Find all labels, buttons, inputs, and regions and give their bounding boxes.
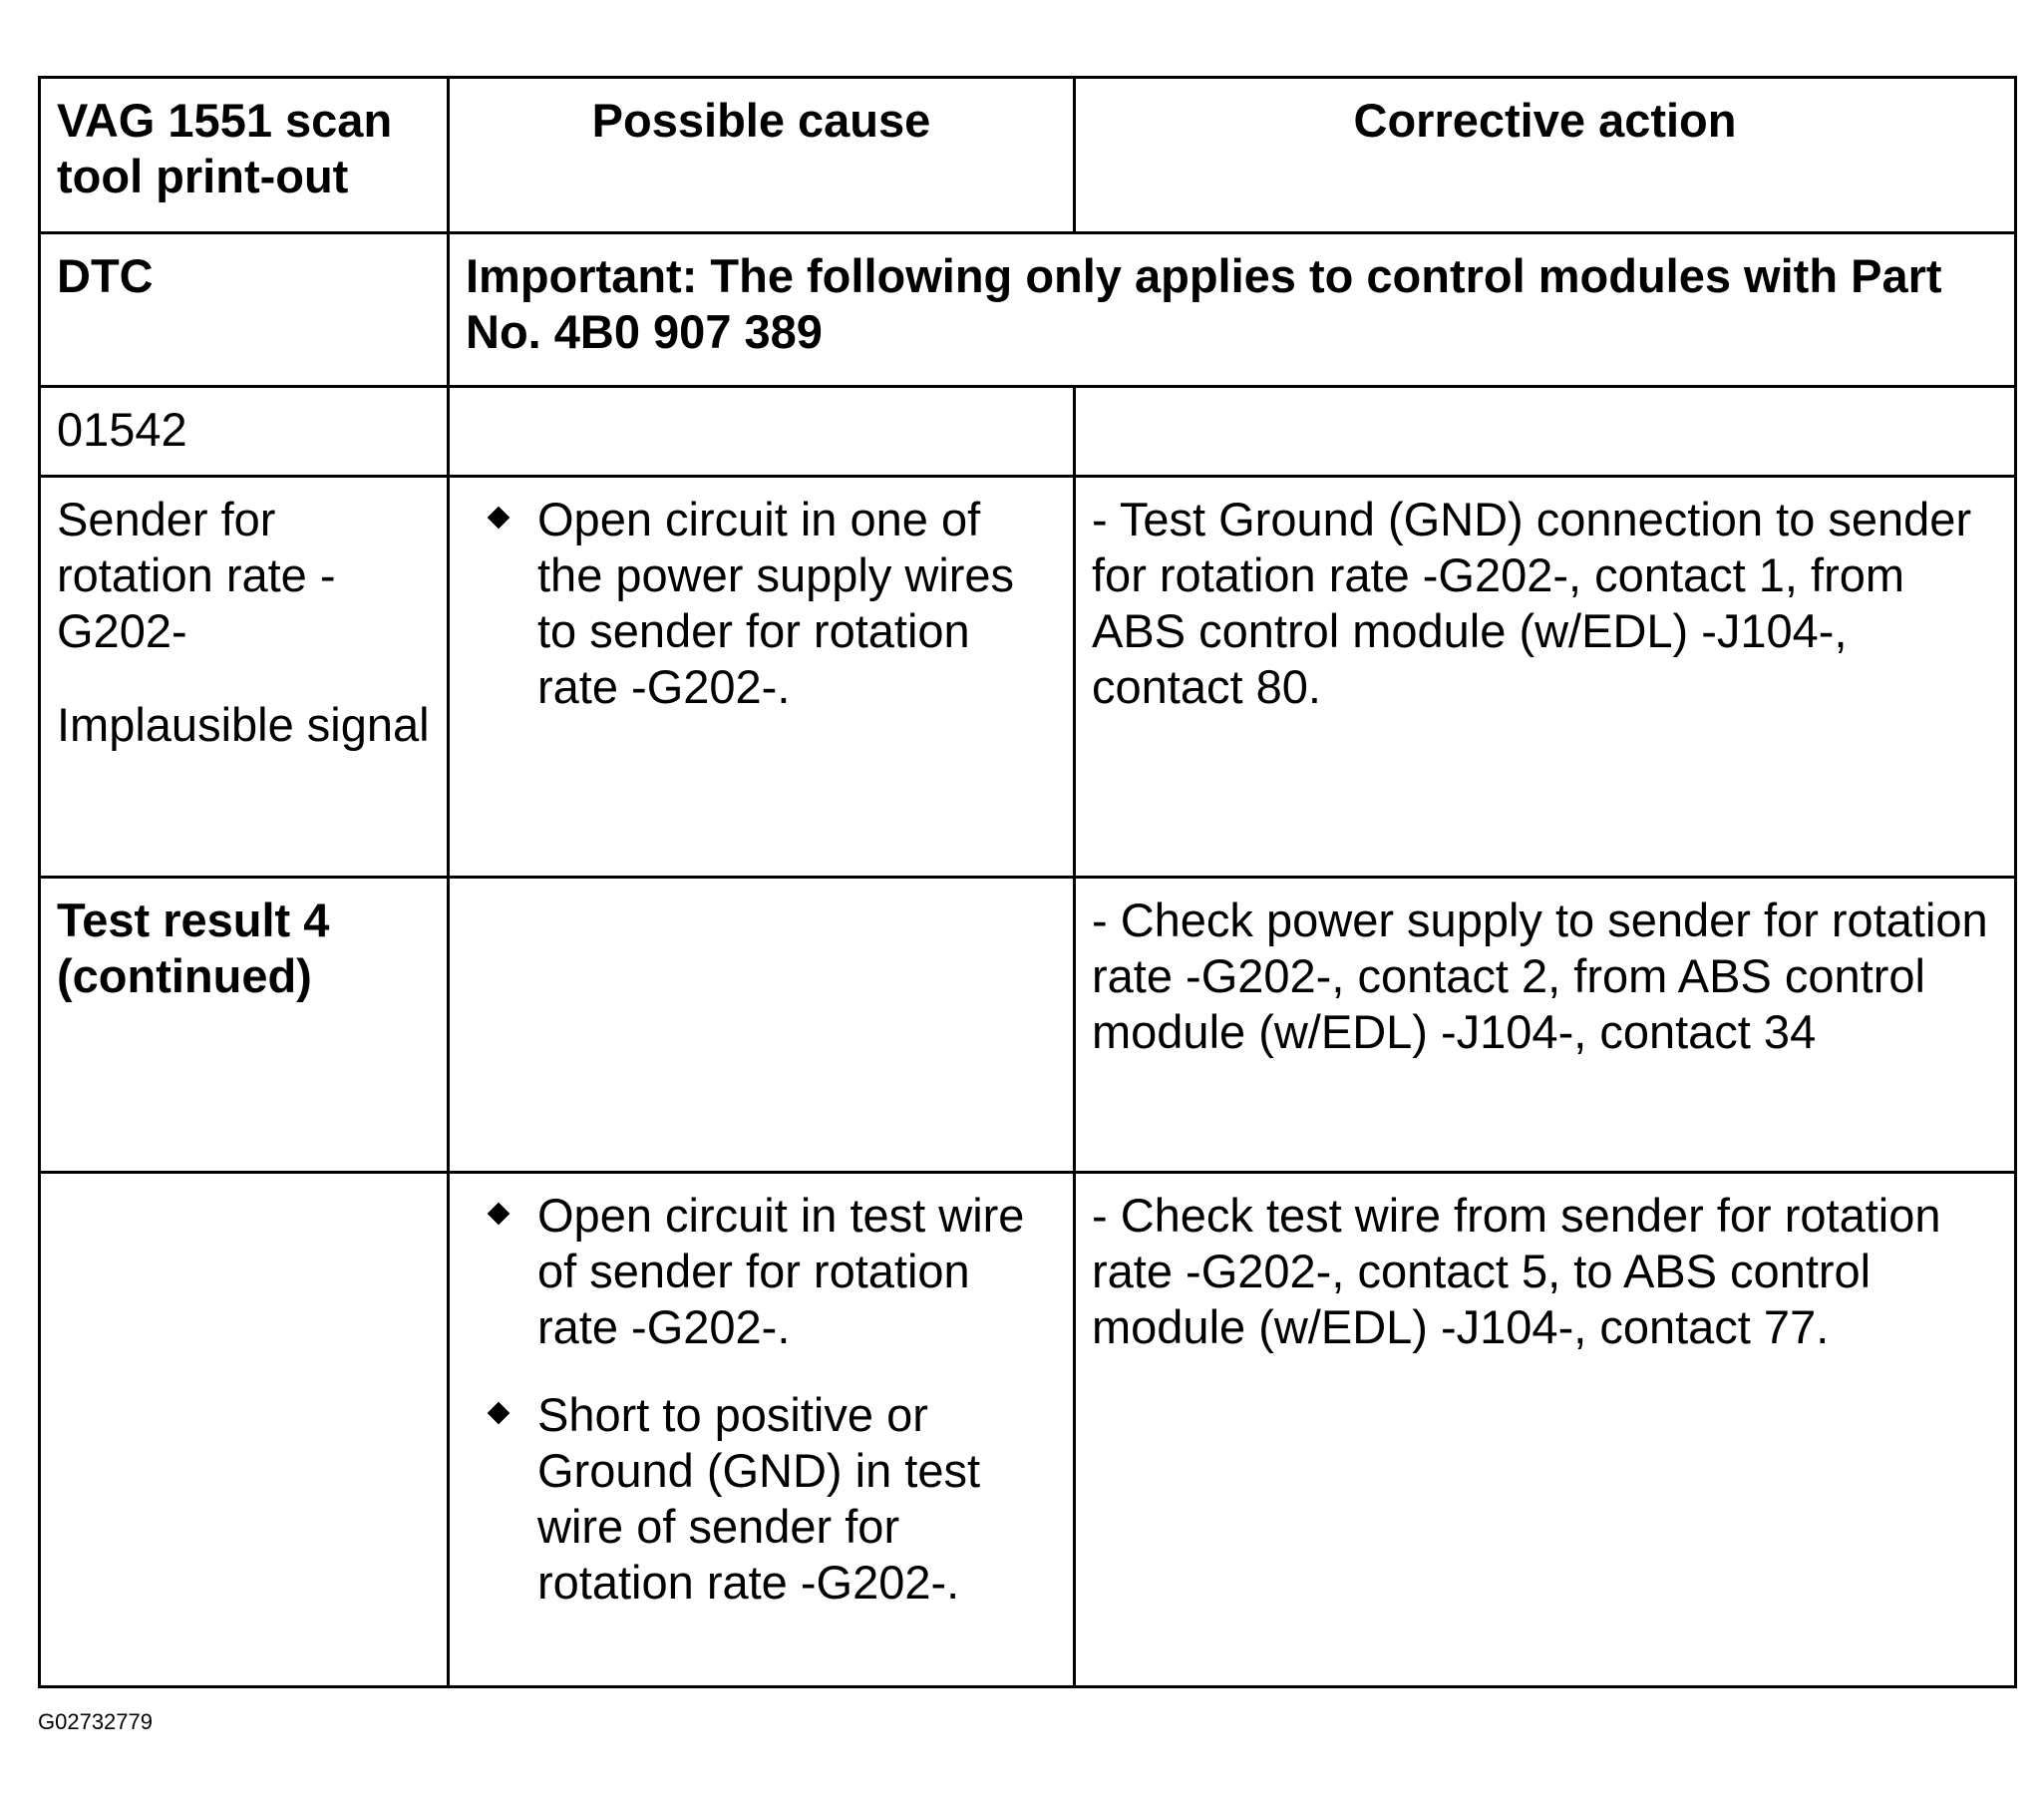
diamond-bullet-icon bbox=[488, 1399, 510, 1429]
corrective-action-text: - Check test wire from sender for rotation rate -G202-, contact 5, to ABS control module (w/EDL) -J104-, contact 77. bbox=[1075, 1173, 2016, 1687]
empty-cell bbox=[449, 878, 1075, 1173]
cause-cell bbox=[449, 1173, 1075, 1687]
corrective-action-text: - Check power supply to sender for rotation rate -G202-, contact 2, from ABS control module (w/EDL) -J104-, contact 34 bbox=[1075, 878, 2016, 1173]
list-item bbox=[466, 1387, 1057, 1611]
table-row-test-result bbox=[40, 878, 2016, 1173]
table-row-sender bbox=[40, 477, 2016, 878]
sender-description-cell bbox=[40, 477, 449, 878]
table-row-dtc bbox=[40, 233, 2016, 387]
cause-text: Open circuit in one of the power supply wires to sender for rotation rate -G202-. bbox=[537, 493, 1015, 713]
header-corrective-action: Corrective action bbox=[1075, 78, 2016, 233]
corrective-action-text: - Test Ground (GND) connection to sender for rotation rate -G202-, contact 1, from ABS control module (w/EDL) -J104-, contact 80. bbox=[1075, 477, 2016, 878]
cause-cell bbox=[449, 477, 1075, 878]
table-row-code bbox=[40, 387, 2016, 477]
cause-text: Short to positive or Ground (GND) in test wire of sender for rotation rate -G202-. bbox=[537, 1388, 981, 1609]
fault-type: Implausible signal bbox=[57, 698, 430, 751]
empty-cell bbox=[449, 387, 1075, 477]
table-row-test-wire bbox=[40, 1173, 2016, 1687]
header-possible-cause: Possible cause bbox=[449, 78, 1075, 233]
sender-description: Sender for rotation rate -G202- bbox=[57, 493, 336, 657]
test-result-label: Test result 4 (continued) bbox=[40, 878, 449, 1173]
figure-id: G02732779 bbox=[38, 1709, 153, 1734]
diamond-bullet-icon bbox=[488, 1200, 510, 1230]
cause-list bbox=[466, 492, 1057, 715]
dtc-code: 01542 bbox=[40, 387, 449, 477]
table-header-row bbox=[40, 78, 2016, 233]
header-scan-tool-printout: VAG 1551 scan tool print-out bbox=[40, 78, 449, 233]
diagnostic-table bbox=[38, 76, 2017, 1688]
dtc-label: DTC bbox=[40, 233, 449, 387]
empty-cell bbox=[40, 1173, 449, 1687]
empty-cell bbox=[1075, 387, 2016, 477]
important-note: Important: The following only applies to control modules with Part No. 4B0 907 389 bbox=[449, 233, 2016, 387]
cause-text: Open circuit in test wire of sender for rotation rate -G202-. bbox=[537, 1189, 1025, 1353]
diamond-bullet-icon bbox=[488, 504, 510, 534]
cause-list bbox=[466, 1188, 1057, 1611]
list-item bbox=[466, 492, 1057, 715]
list-item bbox=[466, 1188, 1057, 1355]
